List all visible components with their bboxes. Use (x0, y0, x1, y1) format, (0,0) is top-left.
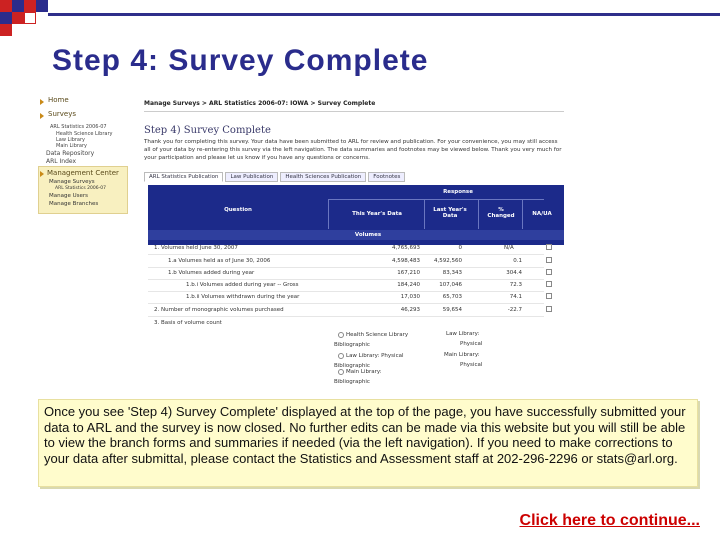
col-na-ua: NA/UA (532, 211, 552, 217)
nav-surveys[interactable]: Surveys (48, 110, 76, 118)
row-pct: -22.7 (507, 307, 522, 313)
row-question: 3. Basis of volume count (154, 320, 222, 326)
decor-square (24, 12, 36, 24)
section-bar (148, 230, 564, 240)
tab-footnotes[interactable]: Footnotes (368, 172, 405, 182)
decor-square (12, 0, 24, 12)
nav-manage-branches[interactable]: Manage Branches (49, 201, 99, 207)
intro-text: Thank you for completing this survey. Your data have been submitted to ARL for review and publication. For your convenience, you may still access all of your data by re-entering this survey via the left navigation. The data summaries and footnotes may be viewed below. Thank you very much for your participation and please let us know if you have any questions or concerns. (144, 139, 562, 161)
nav-survey-arl[interactable]: ARL Statistics 2006-07 (50, 124, 107, 130)
decor-square (0, 0, 12, 12)
row-pct: 74.1 (509, 294, 522, 300)
na-checkbox[interactable] (546, 293, 552, 299)
col-pct-changed: % Changed (487, 207, 515, 219)
tab-arl-statistics[interactable]: ARL Statistics Publication (144, 172, 223, 182)
divider (148, 254, 544, 255)
divider (328, 199, 544, 200)
na-checkbox[interactable] (546, 306, 552, 312)
slide-title: Step 4: Survey Complete (52, 44, 429, 77)
row-question: 2. Number of monographic volumes purchased (154, 307, 284, 313)
tab-health-sciences[interactable]: Health Sciences Publication (280, 172, 366, 182)
row-last-year: 0 (458, 245, 462, 251)
divider (328, 199, 329, 229)
branch-label: Law Library: (446, 331, 480, 337)
nav-arl-index[interactable]: ARL Index (46, 158, 77, 165)
basis-radio[interactable] (338, 369, 344, 375)
nav-manage-surveys[interactable]: Manage Surveys (49, 179, 95, 185)
divider (148, 316, 544, 317)
na-checkbox[interactable] (546, 281, 552, 287)
row-pct: 72.3 (509, 282, 522, 288)
branch-label: Main Library: (444, 352, 480, 358)
title-rule (48, 13, 720, 16)
continue-link[interactable]: Click here to continue... (519, 512, 700, 529)
row-last-year: 4,592,560 (434, 258, 462, 264)
row-question: 1.a Volumes held as of June 30, 2006 (168, 258, 271, 264)
col-response: Response (443, 189, 473, 195)
decor-square (0, 24, 12, 36)
row-question: 1.b.i Volumes added during year -- Gross (186, 282, 299, 288)
decor-square (36, 0, 48, 12)
nav-survey-health[interactable]: Health Science Library (56, 131, 113, 137)
branch-label: Law Library: Physical (346, 353, 404, 359)
row-pct: 0.1 (513, 258, 522, 264)
decor-square (0, 12, 12, 24)
divider (148, 267, 544, 268)
management-center-box (38, 166, 128, 214)
breadcrumb: Manage Surveys > ARL Statistics 2006-07: IOWA > Survey Complete (144, 100, 376, 107)
arrow-icon (40, 171, 44, 177)
step-title: Step 4) Survey Complete (144, 125, 271, 136)
row-pct: 304.4 (506, 270, 522, 276)
row-last-year: 83,343 (442, 270, 462, 276)
nav-home[interactable]: Home (48, 96, 69, 104)
row-question: 1.b.ii Volumes withdrawn during the year (186, 294, 300, 300)
row-question: 1.b Volumes added during year (168, 270, 255, 276)
decor-square (12, 12, 24, 24)
survey-screenshot (38, 92, 566, 388)
na-checkbox[interactable] (546, 244, 552, 250)
row-last-year: 59,654 (442, 307, 462, 313)
left-navigation (38, 92, 128, 388)
section-volumes: Volumes (354, 232, 382, 238)
branch-label: Health Science Library (346, 332, 409, 338)
branch-label: Bibliographic (334, 379, 370, 385)
publication-tabs (144, 172, 407, 182)
col-this-year: This Year's Data (352, 211, 402, 217)
divider (148, 303, 544, 304)
nav-manage-arl[interactable]: ARL Statistics 2006-07 (55, 186, 106, 191)
row-this-year: 4,598,483 (392, 258, 420, 264)
nav-manage-users[interactable]: Manage Users (49, 193, 88, 199)
divider (148, 291, 544, 292)
row-pct: N/A (504, 245, 514, 251)
nav-management-center[interactable]: Management Center (47, 169, 119, 177)
nav-survey-main[interactable]: Main Library (56, 143, 88, 149)
branch-label: Physical (460, 362, 483, 368)
na-checkbox[interactable] (546, 257, 552, 263)
branch-label: Physical (460, 341, 483, 347)
row-this-year: 167,210 (397, 270, 420, 276)
instruction-callout: Once you see 'Step 4) Survey Complete' displayed at the top of the page, you have successfully submitted your data to ARL and the survey is now closed. No further edits can be made via this website but you will still be able to view the branch forms and summaries if needed (via the left navigation). If you need to make corrections to your data after submittal, please contact the Statistics and Assessment staff at 202-296-2296 or stats@arl.org. (38, 399, 698, 487)
branch-label: Bibliographic (334, 342, 370, 348)
basis-radio[interactable] (338, 353, 344, 359)
row-last-year: 107,046 (439, 282, 462, 288)
na-checkbox[interactable] (546, 269, 552, 275)
divider (144, 111, 564, 112)
decor-square (24, 0, 36, 12)
branch-label: Bibliographic (334, 363, 370, 369)
row-last-year: 65,703 (442, 294, 462, 300)
row-this-year: 17,030 (400, 294, 420, 300)
basis-radio[interactable] (338, 332, 344, 338)
col-question: Question (224, 207, 252, 213)
row-this-year: 46,293 (400, 307, 420, 313)
branch-label: Main Library: (346, 369, 382, 375)
row-this-year: 184,240 (397, 282, 420, 288)
divider (424, 199, 425, 229)
divider (148, 279, 544, 280)
divider (478, 199, 479, 229)
row-question: 1. Volumes held June 30, 2007 (154, 245, 238, 251)
tab-law[interactable]: Law Publication (225, 172, 278, 182)
divider (522, 199, 523, 229)
nav-survey-law[interactable]: Law Library (56, 137, 86, 143)
row-this-year: 4,765,693 (392, 245, 420, 251)
col-last-year: Last Year's Data (433, 207, 467, 219)
nav-data-repository[interactable]: Data Repository (46, 150, 95, 157)
